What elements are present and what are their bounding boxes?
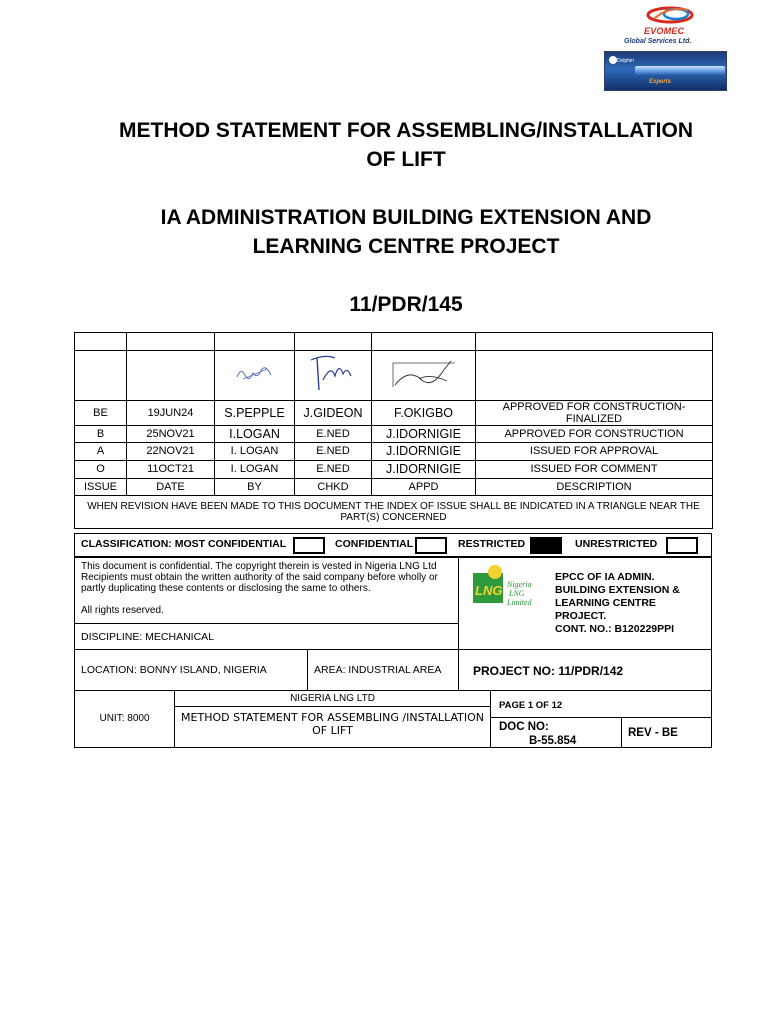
most-confidential-checkbox[interactable]	[293, 537, 325, 554]
rev-block	[621, 717, 712, 748]
unrestricted-checkbox[interactable]	[666, 537, 698, 554]
pipe-graphic	[635, 66, 725, 75]
unrestricted-label: UNRESTRICTED	[575, 538, 658, 550]
partner-logo	[604, 51, 727, 91]
svg-text:LNG: LNG	[509, 589, 525, 598]
column-header-date: DATE	[127, 479, 215, 496]
location-block	[74, 649, 308, 691]
revision-row: O 11OCT21 I. LOGAN E.NED J.IDORNIGIE ISSUED FOR COMMENT	[75, 461, 713, 479]
page-block	[490, 690, 712, 718]
area-label: AREA: INDUSTRIAL AREA	[314, 664, 442, 676]
unit-block	[74, 690, 175, 748]
revision-row: B 25NOV21 I.LOGAN E.NED J.IDORNIGIE APPROVED FOR CONSTRUCTION	[75, 426, 713, 443]
column-header-appd: APPD	[372, 479, 476, 496]
evomec-subtitle: Global Services Ltd.	[624, 38, 692, 45]
classification-label: CLASSIFICATION: MOST CONFIDENTIAL	[81, 538, 287, 550]
signature-appd	[372, 351, 476, 401]
svg-text:Limited: Limited	[507, 598, 532, 607]
restricted-label: RESTRICTED	[458, 538, 526, 550]
discipline-label: DISCIPLINE: MECHANICAL	[81, 631, 215, 643]
location-label: LOCATION: BONNY ISLAND, NIGERIA	[81, 664, 267, 676]
project-no-block	[458, 649, 712, 691]
svg-text:Nigeria: Nigeria	[507, 580, 532, 589]
signature-by	[215, 351, 295, 401]
doc-no-label: DOC NO:	[499, 721, 549, 733]
footer-title-block	[174, 706, 491, 748]
area-block	[307, 649, 459, 691]
unit-label: UNIT: 8000	[99, 713, 150, 724]
column-header-description: DESCRIPTION	[476, 479, 713, 496]
rights-reserved: All rights reserved.	[81, 605, 164, 616]
revision-note: WHEN REVISION HAVE BEEN MADE TO THIS DOCUMENT THE INDEX OF ISSUE SHALL BE INDICATED IN A TRIANGLE NEAR THE PART(S) CONCERNED	[75, 496, 713, 529]
signature-chkd-icon	[305, 352, 361, 396]
partner-emblem-icon	[609, 56, 617, 64]
signature-chkd	[295, 351, 372, 401]
project-title-line1: IA ADMINISTRATION BUILDING EXTENSION AND	[160, 206, 652, 229]
evomec-logo	[618, 4, 718, 50]
revision-note-row	[75, 496, 713, 529]
revision-header-row	[75, 479, 713, 496]
column-header-issue: ISSUE	[75, 479, 127, 496]
revision-table	[74, 332, 713, 529]
doc-no-block	[490, 717, 622, 748]
project-number: PROJECT NO: 11/PDR/142	[473, 664, 624, 678]
document-title-line1: METHOD STATEMENT FOR ASSEMBLING/INSTALLATION	[119, 119, 693, 142]
project-title	[74, 203, 738, 261]
document-reference: 11/PDR/145	[349, 293, 463, 316]
partner-brand: Dolphin	[617, 58, 634, 64]
evomec-swirl-icon	[618, 4, 718, 28]
classification-row	[74, 533, 712, 558]
restricted-checkbox[interactable]	[530, 537, 562, 554]
revision-row: A 22NOV21 I. LOGAN E.NED J.IDORNIGIE ISSUED FOR APPROVAL	[75, 443, 713, 461]
column-header-by: BY	[215, 479, 295, 496]
nigeria-lng-logo	[471, 563, 543, 611]
signature-appd-icon	[389, 357, 459, 391]
confidentiality-block	[74, 556, 459, 624]
company-name: NIGERIA LNG LTD	[290, 693, 375, 704]
page-number: PAGE 1 OF 12	[499, 700, 563, 711]
document-title	[74, 116, 738, 174]
epcc-description: EPCC OF IA ADMIN. BUILDING EXTENSION & LEARNING CENTRE PROJECT. CONT. NO.: B120229PPI	[555, 571, 680, 635]
confidential-label: CONFIDENTIAL	[335, 538, 414, 550]
confidential-checkbox[interactable]	[415, 537, 447, 554]
project-title-line2: LEARNING CENTRE PROJECT	[252, 235, 560, 258]
discipline-block	[74, 623, 459, 650]
revision-row: BE 19JUN24 S.PEPPLE J.GIDEON F.OKIGBO APPROVED FOR CONSTRUCTION-FINALIZED	[75, 401, 713, 426]
revision-row-blank	[75, 333, 713, 351]
company-block	[174, 690, 491, 707]
footer-title: METHOD STATEMENT FOR ASSEMBLING /INSTALLATION OF LIFT	[181, 711, 484, 737]
svg-text:LNG: LNG	[475, 583, 503, 598]
confidentiality-notice: This document is confidential. The copyright therein is vested in Nigeria LNG Ltd Recipients must obtain the written authority of the said company before wholly or partly duplicating these contents or disclosing the same to others.	[81, 561, 438, 594]
partner-tagline: Experts	[649, 79, 672, 85]
revision-label: REV - BE	[628, 727, 678, 739]
signature-by-icon	[233, 361, 277, 387]
epcc-block	[458, 556, 712, 650]
column-header-chkd: CHKD	[295, 479, 372, 496]
evomec-wordmark: EVOMEC	[644, 26, 685, 36]
doc-no-value: B-55.854	[529, 735, 577, 747]
document-title-line2: OF LIFT	[366, 148, 446, 171]
signature-row	[75, 351, 713, 401]
